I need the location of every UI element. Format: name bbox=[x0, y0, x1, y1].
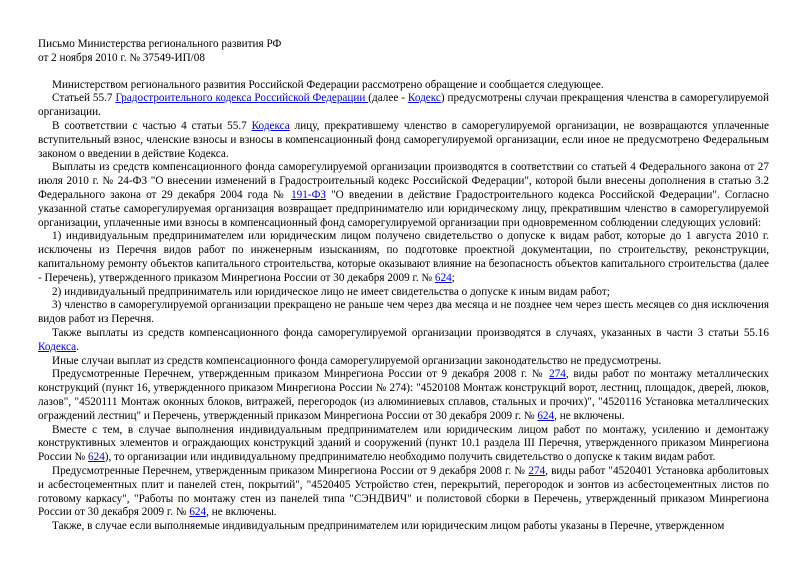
paragraph bbox=[38, 161, 769, 230]
document-link[interactable]: 274 bbox=[528, 464, 546, 477]
paragraph bbox=[38, 120, 769, 161]
paragraph-text: 1) индивидуальным предпринимателем или юридическим лицом получено свидетельство о допуске к видам работ, которые до 1 августа 2010 г. исключены из Перечня видов работ по инженерным изысканиям, по подготовке проектной документации, по строительству, реконструкции, капитальному ремонту объектов капитального строительства, которые оказывают влияние на безопасность объектов капитального строительства (далее - Перечень), утвержденного приказом Минрегиона России от 30 декабря 2009 г. № bbox=[38, 230, 769, 284]
paragraph-text: (далее - bbox=[368, 92, 408, 105]
paragraph-text: "О введении в действие Градостроительного кодекса Российской Федерации". Согласно указанной статье саморегулируемая организация возвращает предпринимателю или юридическому лицу, прекратившим членство в саморегулируемой организации, уплаченные ими взносы в компенсационный фонд саморегулируемой организации при одновременном соблюдении следующих условий: bbox=[38, 188, 769, 229]
paragraph-text: , не включены. bbox=[554, 409, 625, 422]
document-link[interactable]: 624 bbox=[434, 271, 452, 284]
paragraph-text: В соответствии с частью 4 статьи 55.7 bbox=[52, 119, 252, 132]
paragraph-text: Предусмотренные Перечнем, утвержденным приказом Минрегиона России от 9 декабря 2008 г. № bbox=[52, 464, 529, 477]
paragraph bbox=[38, 286, 769, 300]
paragraph-text: Министерством регионального развития Российской Федерации рассмотрено обращение и сообщается следующее. bbox=[52, 78, 604, 91]
paragraph bbox=[38, 465, 769, 520]
paragraph-text: , не включены. bbox=[206, 506, 277, 519]
paragraph bbox=[38, 79, 769, 93]
paragraph-text: ; bbox=[451, 271, 455, 284]
paragraph bbox=[38, 327, 769, 355]
document-link[interactable]: 191-ФЗ bbox=[291, 188, 327, 201]
paragraph-text: лицу, прекратившему членство в саморегулируемой организации, не возвращаются уплаченные вступительный взнос, членские взносы и взносы в компенсационный фонд саморегулируемой организации, если иное не предусмотрено Федеральным законом о введении в действие Кодекса. bbox=[38, 119, 769, 160]
document-link[interactable]: 624 bbox=[88, 451, 105, 464]
paragraph-text: , виды работ по монтажу металлических конструкций (пункт 16, утвержденного приказом Минрегиона России № 274): "4520108 Монтаж конструкций ворот, лестниц, площадок, дверей, люков, лазов", "4520111 Монтаж оконных блоков, витражей, перегородок (из алюминиевых сплавов, стальных и прочих)", "4520116 Установка металлических ограждений лестниц" и Перечень, утвержденный приказом Минрегиона России от 30 декабря 2009 г. № bbox=[38, 368, 769, 422]
document-link[interactable]: Кодекса bbox=[251, 119, 290, 132]
document-link[interactable]: Градостроительного кодекса Российской Федерации bbox=[115, 92, 369, 105]
document-body bbox=[38, 79, 769, 534]
paragraph bbox=[38, 424, 769, 465]
paragraph-text: Статьей 55.7 bbox=[52, 92, 116, 105]
paragraph bbox=[38, 355, 769, 369]
paragraph-text: Также выплаты из средств компенсационного фонда саморегулируемой организации производятся в случаях, указанных в части 3 статьи 55.16 bbox=[52, 326, 769, 339]
document-header bbox=[38, 38, 769, 66]
paragraph-text: , виды работ "4520401 Установка арболитовых и асбестоцементных плит и панелей стен, покрытий", "4520405 Устройство стен, перекрытий, перегородок и зонтов из асбестоцементных листов по готовому каркасу", "Работы по монтажу стен из панелей типа "СЭНДВИЧ" и полистовой сборки в Перечень, утвержденный приказом Минрегиона России от 30 декабря 2009 г. № bbox=[38, 464, 769, 519]
document-date-number: от 2 ноября 2010 г. № 37549-ИП/08 bbox=[38, 51, 205, 64]
paragraph-text: Выплаты из средств компенсационного фонда саморегулируемой организации производятся в соответствии со статьей 4 Федерального закона от 27 июля 2010 г. № 24-ФЗ "О внесении изменений в Градостроительный кодекс Российской Федерации", которой были внесены дополнения в статью 3.2 Федерального закона от 29 декабря 2004 года № bbox=[38, 161, 769, 201]
paragraph bbox=[38, 368, 769, 423]
document-title: Письмо Министерства регионального развития РФ bbox=[38, 38, 282, 50]
paragraph bbox=[38, 230, 769, 285]
document-link[interactable]: 624 bbox=[189, 506, 207, 519]
paragraph-text: . bbox=[76, 340, 79, 353]
paragraph bbox=[38, 520, 769, 534]
document-link[interactable]: 274 bbox=[549, 368, 566, 381]
paragraph-text: 3) членство в саморегулируемой организации прекращено не раньше чем через два месяца и не позднее чем через шесть месяцев со дня исключения видов работ из Перечня. bbox=[38, 299, 769, 326]
paragraph-text: Вместе с тем, в случае выполнения индивидуальным предпринимателем или юридическим лицом работ по монтажу, усилению и демонтажу конструктивных элементов и ограждающих конструкций зданий и сооружений (пункт 10.1 раздела III Перечня, утвержденного приказом Минрегиона России № bbox=[38, 423, 769, 464]
paragraph-text: ) предусмотрены случаи прекращения членства в саморегулируемой организации. bbox=[38, 92, 769, 119]
paragraph-text: Также, в случае если выполняемые индивидуальным предпринимателем или юридическим лицом работы указаны в Перечне, утвержденном bbox=[52, 520, 725, 533]
document-link[interactable]: 624 bbox=[537, 409, 555, 422]
document-link[interactable]: Кодекса bbox=[38, 340, 77, 353]
paragraph-text: Предусмотренные Перечнем, утвержденным приказом Минрегиона России от 9 декабря 2008 г. № bbox=[52, 368, 550, 381]
document-link[interactable]: Кодекс bbox=[407, 92, 441, 105]
paragraph bbox=[38, 92, 769, 120]
paragraph-text: ), то организации или индивидуальному предпринимателю необходимо получить свидетельство о допуске к таким видам работ. bbox=[104, 451, 716, 464]
paragraph bbox=[38, 299, 769, 327]
paragraph-text: Иные случаи выплат из средств компенсационного фонда саморегулируемой организации законодательство не предусмотрены. bbox=[52, 354, 662, 367]
paragraph-text: 2) индивидуальный предприниматель или юридическое лицо не имеет свидетельства о допуске к иным видам работ; bbox=[52, 285, 610, 298]
